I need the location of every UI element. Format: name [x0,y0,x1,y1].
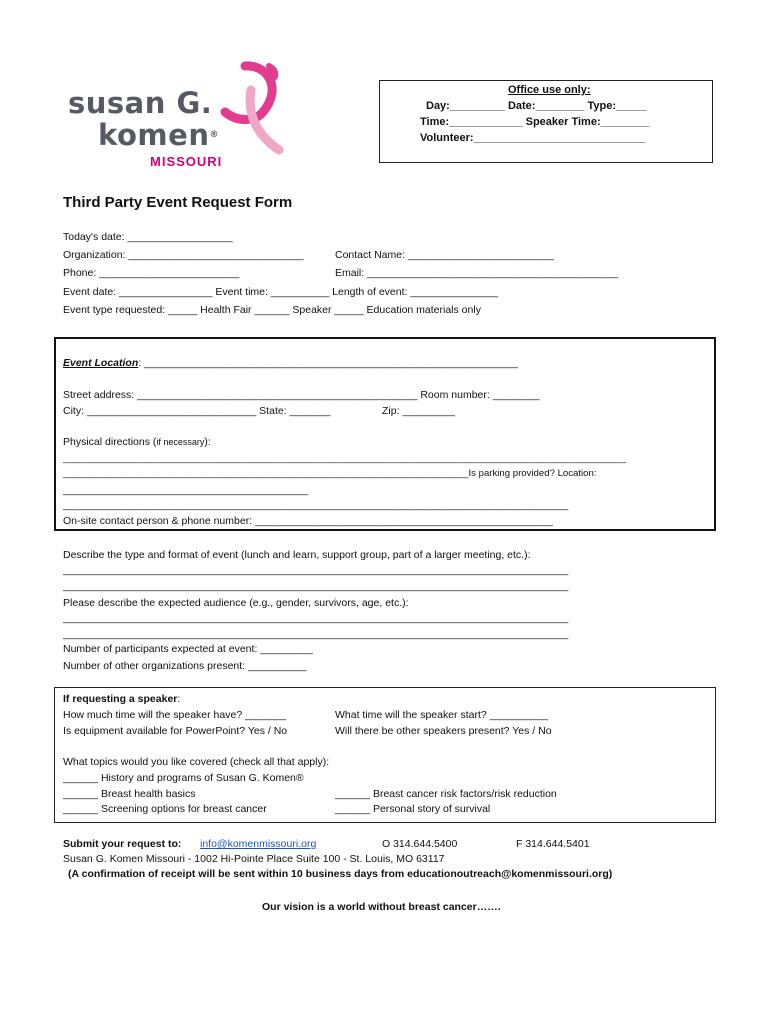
audience-question: Please describe the expected audience (e.g., gender, survivors, age, etc.): [63,597,409,609]
onsite-contact-field[interactable]: On-site contact person & phone number: ___________________________________________________ [63,515,553,527]
topic-screening[interactable]: ______ Screening options for breast cancer [63,803,267,815]
vision-statement: Our vision is a world without breast cancer……. [262,901,501,913]
topic-risk-factors[interactable]: ______ Breast cancer risk factors/risk reduction [335,788,557,800]
event-location-label: Event Location [63,357,139,369]
email-field[interactable]: Email: ___________________________________________ [335,267,619,279]
office-use-box [379,80,713,163]
fax-number: F 314.644.5401 [516,838,590,850]
directions-small: if necessary [156,437,205,447]
event-location-row [63,357,518,369]
form-title: Third Party Event Request Form [63,194,293,211]
event-location-box [54,337,716,531]
other-speakers-question[interactable]: Will there be other speakers present? Yes / No [335,725,552,737]
other-orgs-field[interactable]: Number of other organizations present: __________ [63,660,307,672]
phone-field[interactable]: Phone: ________________________ [63,267,240,279]
participants-field[interactable]: Number of participants expected at event: _________ [63,643,313,655]
logo-komen-text: komen [98,118,210,152]
directions-line-1[interactable]: ____________________________________________________________________________________________________________ [63,452,627,463]
directions-line-4[interactable]: ____________________________________________________________________________________________ [63,500,569,511]
directions-label-text: Physical directions ( [63,436,157,448]
office-use-line3[interactable]: Volunteer:____________________________ [420,132,645,144]
event-type-field[interactable]: Event type requested: _____ Health Fair ______ Speaker _____ Education materials only [63,304,481,316]
event-type-question: Describe the type and format of event (lunch and learn, support group, part of a larger meeting, etc.): [63,549,531,561]
logo-missouri: MISSOURI [150,154,223,169]
mailing-address: Susan G. Komen Missouri - 1002 Hi-Pointe Place Suite 100 - St. Louis, MO 63117 [63,853,445,865]
speaker-heading-colon: : [177,693,181,705]
contact-name-field[interactable]: Contact Name: _________________________ [335,249,554,261]
topic-personal-story[interactable]: ______ Personal story of survival [335,803,491,815]
topics-question: What topics would you like covered (check all that apply): [63,756,330,768]
directions-line-2[interactable]: ____________________________________________________________________________Is parking provided? Location: [63,468,597,479]
event-location-field[interactable]: : ________________________________________________________________ [138,357,518,369]
office-use-line1[interactable]: Day:_________ Date:________ Type:_____ [426,100,647,112]
speaker-heading-text: If requesting a speaker [63,693,178,705]
speaker-time-field[interactable]: How much time will the speaker have? _______ [63,709,286,721]
submit-label: Submit your request to: [63,838,182,850]
topic-history[interactable]: ______ History and programs of Susan G. Komen® [63,772,304,784]
logo-susan-g: susan G. [68,86,213,120]
directions-close: ): [204,436,211,448]
office-use-heading: Office use only: [508,84,591,96]
powerpoint-question[interactable]: Is equipment available for PowerPoint? Yes / No [63,725,288,737]
confirmation-note: (A confirmation of receipt will be sent within 10 business days from educationoutreach@komenmissouri.org) [68,868,613,880]
organization-field[interactable]: Organization: ______________________________ [63,249,304,261]
speaker-box [54,687,716,823]
physical-directions-label [63,436,211,448]
pink-ribbon-icon [207,60,287,155]
audience-line-1[interactable]: ____________________________________________________________________________________________ [63,613,569,624]
office-phone: O 314.644.5400 [382,838,458,850]
directions-line-3[interactable]: __________________________________________ [63,484,309,496]
city-state-field[interactable]: City: _____________________________ State: _______ [63,405,331,417]
office-use-line2[interactable]: Time:____________ Speaker Time:________ [420,116,650,128]
event-date-time-field[interactable]: Event date: ________________ Event time: __________ Length of event: _______________ [63,286,498,298]
audience-line-2[interactable]: ____________________________________________________________________________________________ [63,629,569,640]
registered-mark: ® [209,130,219,140]
logo-komen [98,120,219,150]
todays-date-field[interactable]: Today's date: __________________ [63,231,233,243]
street-address-field[interactable]: Street address: ________________________________________________ Room number: ________ [63,389,540,401]
speaker-heading [63,693,180,705]
submit-email-link[interactable]: info@komenmissouri.org [200,838,317,850]
zip-field[interactable]: Zip: _________ [382,405,455,417]
event-type-line-1[interactable]: ____________________________________________________________________________________________ [63,565,569,576]
speaker-start-field[interactable]: What time will the speaker start? __________ [335,709,549,721]
event-type-line-2[interactable]: ____________________________________________________________________________________________ [63,581,569,592]
topic-breast-health[interactable]: ______ Breast health basics [63,788,196,800]
